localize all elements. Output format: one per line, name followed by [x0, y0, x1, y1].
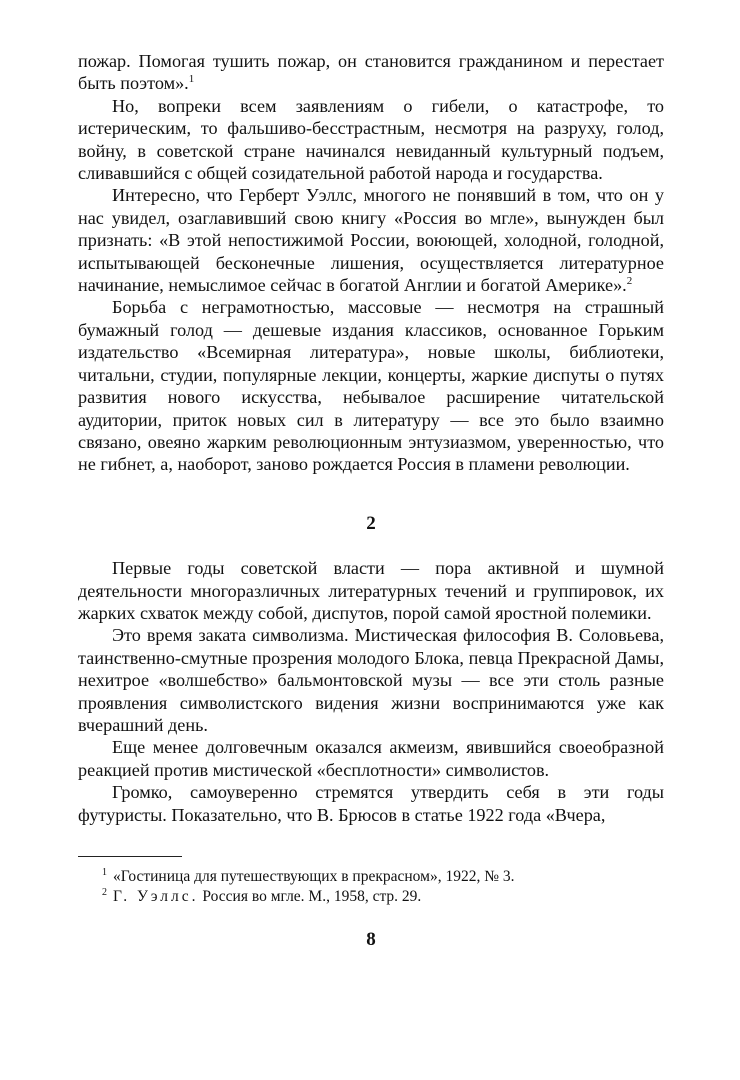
section-paragraph-3: Еще менее долговечным оказался акмеизм, явившийся своеобразной реакцией против мистической «бесплотности» символистов.: [78, 737, 664, 780]
paragraph-3: Интересно, что Герберт Уэллс, многого не понявший в том, что он у нас увидел, озаглавивший свою книгу «Россия во мгле», вынужден был признать: «В этой непостижимой России, воюющей, холодной, голодной, испытывающей бесконечные лишения, осуществляется литературное начинание, немыслимое сейчас в богатой Англии и богатой Америке».$^2$: [78, 185, 664, 296]
paragraph-4: Борьба с неграмотностью, массовые — несмотря на страшный бумажный голод — дешевые издания классиков, основанное Горьким издательство «Всемирная литература», новые школы, библиотеки, читальни, студии, популярные лекции, концерты, жаркие диспуты о путях развития нового искусства, небывалое расширение читательской аудитории, приток новых сил в литературу — все это было взаимно связано, овеяно жарким революционным энтузиазмом, уверенностью, что не гибнет, а, наоборот, заново рождается Россия в пламени революции.: [78, 297, 664, 475]
book-page: [78, 50, 664, 951]
footnote-1: [78, 867, 664, 887]
footnote-divider: [78, 856, 182, 857]
section-paragraph-2: Это время заката символизма. Мистическая философия В. Соловьева, таинственно-смутные прозрения молодого Блока, певца Прекрасной Дамы, нехитрое «волшебство» бальмонтовской музы — все эти столь разные проявления символистского видения жизни воспринимаются уже как вчерашний день.: [78, 625, 664, 735]
footnote-ref-1: 1: [188, 73, 195, 86]
footnote-2: [78, 887, 664, 907]
paragraph-1: пожар. Помогая тушить пожар, он становится гражданином и перестает быть поэтом».$^1$: [78, 51, 664, 94]
section-paragraph-4: Громко, самоуверенно стремятся утвердить себя в эти годы футуристы. Показательно, что В. Брюсов в статье 1922 года «Вчера,: [78, 782, 664, 825]
section-paragraph-1: Первые годы советской власти — пора активной и шумной деятельности многоразличных литературных течений и группировок, их жарких схваток между собой, диспутов, порой самой яростной полемики.: [78, 558, 664, 623]
footnote-2-author: Г. Уэллс.: [113, 888, 199, 905]
footnote-2-text: Россия во мгле. М., 1958, стр. 29.: [202, 888, 422, 905]
footnote-2-mark: 2: [102, 886, 107, 898]
footnote-1-text: «Гостиница для путешествующих в прекрасном», 1922, № 3.: [113, 868, 515, 885]
page-number: 8: [366, 929, 376, 950]
section-number: 2: [366, 512, 376, 534]
footnote-ref-2: 2: [626, 275, 633, 287]
footnote-1-mark: 1: [102, 866, 107, 878]
paragraph-2: Но, вопреки всем заявлениям о гибели, о катастрофе, то истерическим, то фальшиво-бесстрастным, несмотря на разруху, голод, войну, в советской стране начинался невиданный культурный подъем, сливавшийся с общей созидательной работой народа и государства.: [78, 95, 664, 184]
